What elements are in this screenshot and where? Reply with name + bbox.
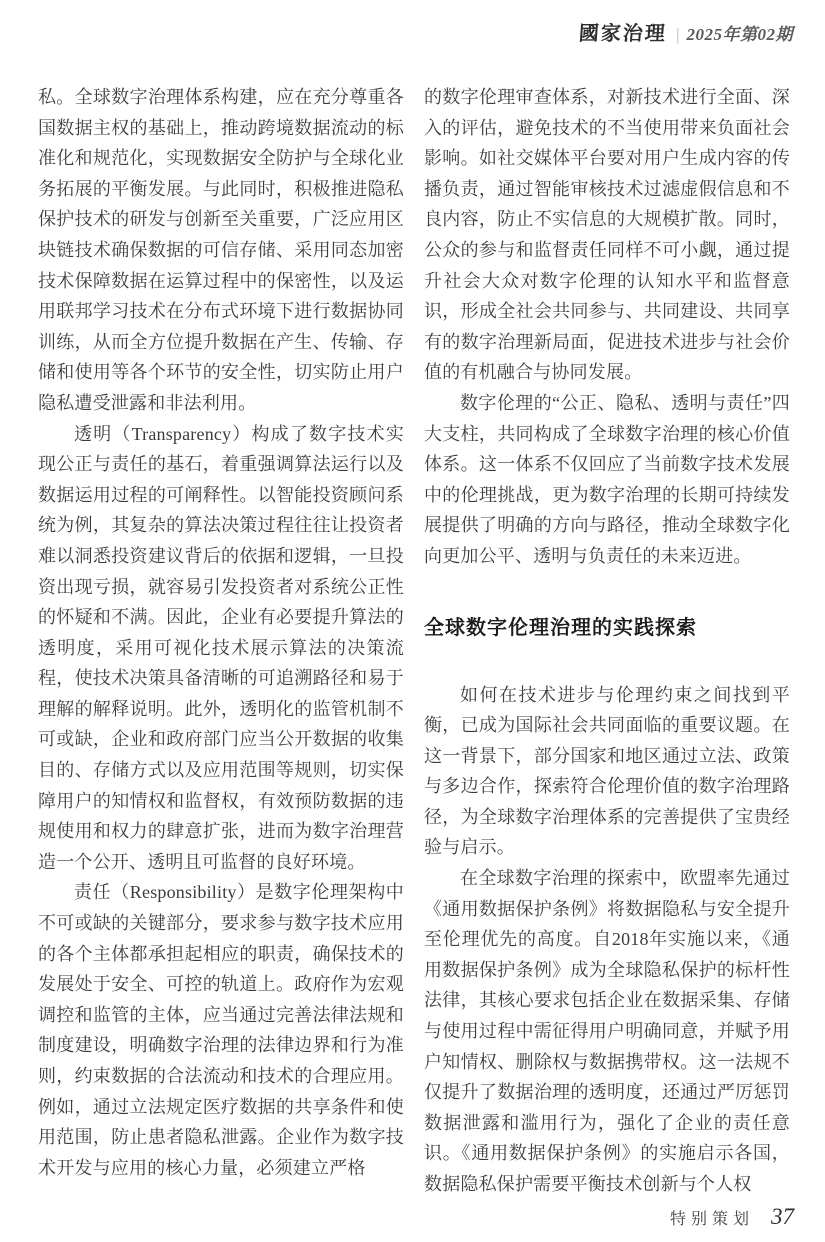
paragraph-four-pillars: 数字伦理的“公正、隐私、透明与责任”四大支柱，共同构成了全球数字治理的核心价值体系。这一体系不仅回应了当前数字技术发展中的伦理挑战，更为数字治理的长期可持续发展提供了明确的方向与路径，推动全球数字化向更加公平、透明与负责任的未来迈进。 (424, 392, 790, 566)
footer-section-label: 特别策划 (669, 1211, 754, 1228)
section-heading: 全球数字伦理治理的实践探索 (424, 616, 697, 639)
issue-label: 2025年第02期 (686, 25, 793, 44)
journal-title: 國家治理 (578, 23, 668, 45)
paragraph-transparency: 透明（Transparency）构成了数字技术实现公正与责任的基石，着重强调算法运行以及数据运用过程的可阐释性。以智能投资顾问系统为例，其复杂的算法决策过程往往让投资者难以洞悉投资建议背后的依据和逻辑，一旦投资出现亏损，就容易引发投资者对系统公正性的怀疑和不满。因此，企业有必要提升算法的透明度，采用可视化技术展示算法的决策流程，使技术决策具备清晰的可追溯路径和易于理解的解释说明。此外，透明化的监管机制不可或缺，企业和政府部门应当公开数据的收集目的、存储方式以及应用范围等规则，切实保障用户的知情权和监督权，有效预防数据的违规使用和权力的肆意扩张，进而为数字治理营造一个公开、透明且可监督的良好环境。 (38, 423, 404, 872)
paragraph-balance-tech-ethics: 如何在技术进步与伦理约束之间找到平衡，已成为国际社会共同面临的重要议题。在这一背景下，部分国家和地区通过立法、政策与多边合作，探索符合伦理价值的数字治理路径，为全球数字治理体系的完善提供了宝贵经验与启示。 (424, 684, 790, 858)
paragraph-ethics-review-continuation: 的数字伦理审查体系，对新技术进行全面、深入的评估，避免技术的不当使用带来负面社会影响。如社交媒体平台要对用户生成内容的传播负责，通过智能审核技术过滤虚假信息和不良内容，防止不实信息的大规模扩散。同时，公众的参与和监督责任同样不可小觑，通过提升社会大众对数字伦理的认知水平和监督意识，形成全社会共同参与、共同建设、共同享有的数字治理新局面，促进技术进步与社会价值的有机融合与协同发展。 (424, 87, 790, 383)
page-number: 37 (771, 1204, 794, 1229)
paragraph-gdpr: 在全球数字治理的探索中，欧盟率先通过《通用数据保护条例》将数据隐私与安全提升至伦理优先的高度。自2018年实施以来，《通用数据保护条例》成为全球隐私保护的标杆性法律，其核心要求包括企业在数据采集、存储与使用过程中需征得用户明确同意，并赋予用户知情权、删除权与数据携带权。这一法规不仅提升了数据治理的透明度，还通过严厉惩罚数据泄露和滥用行为，强化了企业的责任意识。《通用数据保护条例》的实施启示各国，数据隐私保护需要平衡技术创新与个人权 (424, 868, 790, 1194)
right-column (424, 82, 790, 1200)
paragraph-responsibility: 责任（Responsibility）是数字伦理架构中不可或缺的关键部分，要求参与数字技术应用的各个主体都承担起相应的职责，确保技术的发展处于安全、可控的轨道上。政府作为宏观调控和监管的主体，应当通过完善法律法规和制度建设，明确数字治理的法律边界和行为准则，约束数据的合法流动和技术的合理应用。例如，通过立法规定医疗数据的共享条件和使用范围，防止患者隐私泄露。企业作为数字技术开发与应用的核心力量，必须建立严格 (38, 882, 404, 1178)
page-header (579, 17, 793, 46)
header-divider: | (676, 25, 680, 44)
paragraph-privacy-continuation: 私。全球数字治理体系构建，应在充分尊重各国数据主权的基础上，推动跨境数据流动的标准化和规范化，实现数据安全防护与全球化业务拓展的平衡发展。与此同时，积极推进隐私保护技术的研发与创新至关重要，广泛应用区块链技术确保数据的可信存储、采用同态加密技术保障数据在运算过程中的保密性，以及运用联邦学习技术在分布式环境下进行数据协同训练，从而全方位提升数据在产生、传输、存储和使用等各个环节的安全性，切实防止用户隐私遭受泄露和非法利用。 (38, 87, 404, 413)
page-footer (670, 1204, 794, 1230)
left-column (38, 82, 404, 1183)
